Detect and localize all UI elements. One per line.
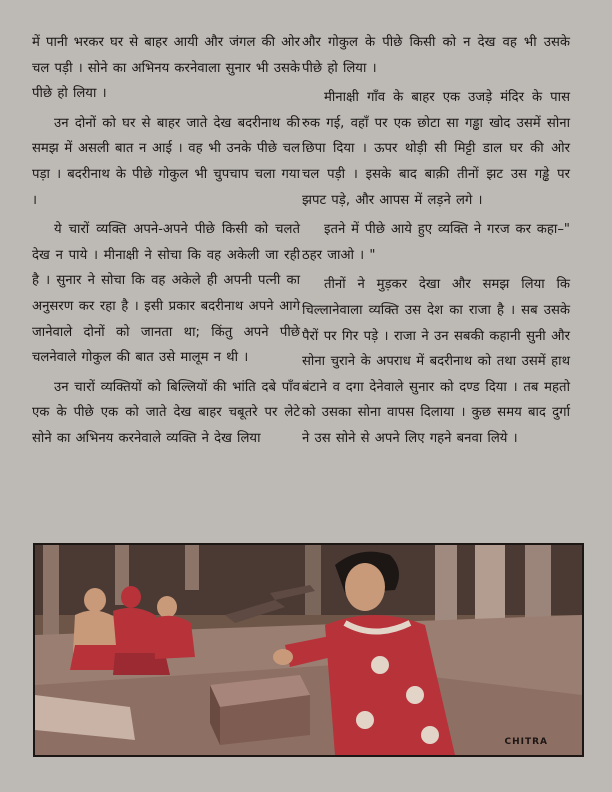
- paragraph: उन चारों व्यक्तियों को बिल्लियों की भांति दबे पाँव एक के पीछे एक को जाते देख बाहर चबूतरे पर लेटे सोने का अभिनय करनेवाले व्यक्ति ने देख लिया: [32, 379, 300, 446]
- story-illustration: [33, 543, 584, 757]
- illustration-drawing: [35, 545, 582, 755]
- paragraph: में पानी भरकर घर से बाहर आयी और जंगल की ओर चल पड़ी । सोने का अभिनय करनेवाला सुनार भी उसके पीछे हो लिया ।: [32, 35, 300, 102]
- paragraph: और गोकुल के पीछे किसी को न देख वह भी उसके पीछे हो लिया ।: [302, 35, 570, 76]
- paragraph: उन दोनों को घर से बाहर जाते देख बदरीनाथ की समझ में असली बात न आई । वह भी उनके पीछे चल पड़ा । बदरीनाथ के पीछे गोकुल भी चुपचाप चला गया ।: [32, 115, 300, 208]
- temple-pillar: [185, 545, 199, 590]
- left-text-column: [32, 30, 300, 452]
- tree-trunk: [305, 545, 321, 615]
- paragraph: ये चारों व्यक्ति अपने-अपने पीछे किसी को चलते देख न पाये । मीनाक्षी ने सोचा कि वह अकेली जा रही है । सुनार ने सोचा कि वह अकेले ही अपनी पत्नी का अनुसरण कर रहा है । इसी प्रकार बदरीनाथ अपने आगे जानेवाले दोनों को जानता था; किंतु अपने पीछे चलनेवाले गोकुल की बात उसे मालूम न थी ।: [32, 222, 300, 366]
- right-text-column: [302, 30, 570, 452]
- artist-signature: CHITRA: [504, 737, 548, 747]
- wooden-box: [210, 675, 310, 745]
- paragraph: तीनों ने मुड़कर देखा और समझ लिया कि चिल्लानेवाला व्यक्ति उस देश का राजा है । सब उसके पैरों पर गिर पड़े । राजा ने उन सबकी कहानी सुनी और सोना चुराने के अपराध में बदरीनाथ को तथा उसमें हाथ बंटाने व दगा देनेवाले सुनार को दण्ड दिया । तब महतो को उसका सोना वापस दिलाया । कुछ समय बाद दुर्गा ने उस सोने से अपने लिए गहने बनवा लिये ।: [302, 277, 570, 446]
- paragraph: इतने में पीछे आये हुए व्यक्ति ने गरज कर कहा–" ठहर जाओ । ": [302, 222, 570, 263]
- paragraph: मीनाक्षी गाँव के बाहर एक उजड़े मंदिर के पास रुक गई, वहाँ पर एक छोटा सा गड्ढा खोद उसमें सोना छिपा दिया । ऊपर थोड़ी सी मिट्टी डाल घर की ओर चल पड़ी । इसके बाद बाक़ी तीनों झट उस गड्ढे पर झपट पड़े, और आपस में लड़ने लगे ।: [302, 90, 570, 208]
